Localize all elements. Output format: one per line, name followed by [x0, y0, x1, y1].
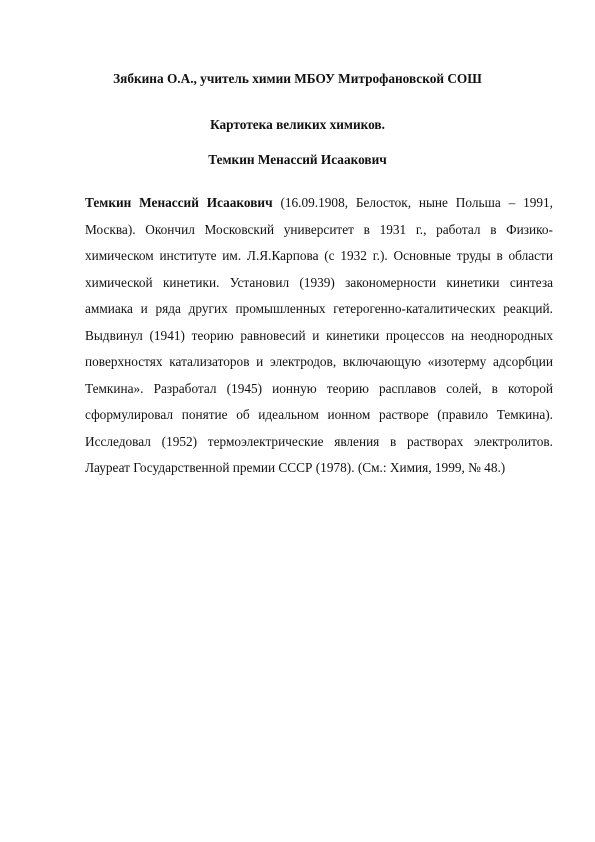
person-heading: Темкин Менассий Исаакович [208, 152, 387, 167]
biography-text: (16.09.1908, Белосток, ныне Польша – 1991, Москва). Окончил Московский университет в 1931 г., работал в Физико-химическом институте им. Л.Я.Карпова (с 1932 г.). Основные труды в области химической кинетики. Установил (1939) закономерности кинетики синтеза аммиака и ряда других промышленных гетерогенно-каталитических реакций. Выдвинул (1941) теорию равновесий и кинетики процессов на неоднородных поверхностях катализаторов и электродов, включающую «изотерму адсорбции Темкина». Разработал (1945) ионную теорию расплавов солей, в которой сформулировал понятие об идеальном ионном растворе (правило Темкина). Исследовал (1952) термоэлектрические явления в растворах электролитов. Лауреат Государственной премии СССР (1978). (См.: Химия, 1999, № 48.) [85, 195, 553, 475]
series-title: Картотека великих химиков. [210, 117, 385, 132]
author-line: Зябкина О.А., учитель химии МБОУ Митрофановской СОШ [113, 71, 482, 86]
biography-paragraph [85, 190, 553, 482]
biography-lead-name: Темкин Менассий Исаакович [85, 195, 273, 210]
